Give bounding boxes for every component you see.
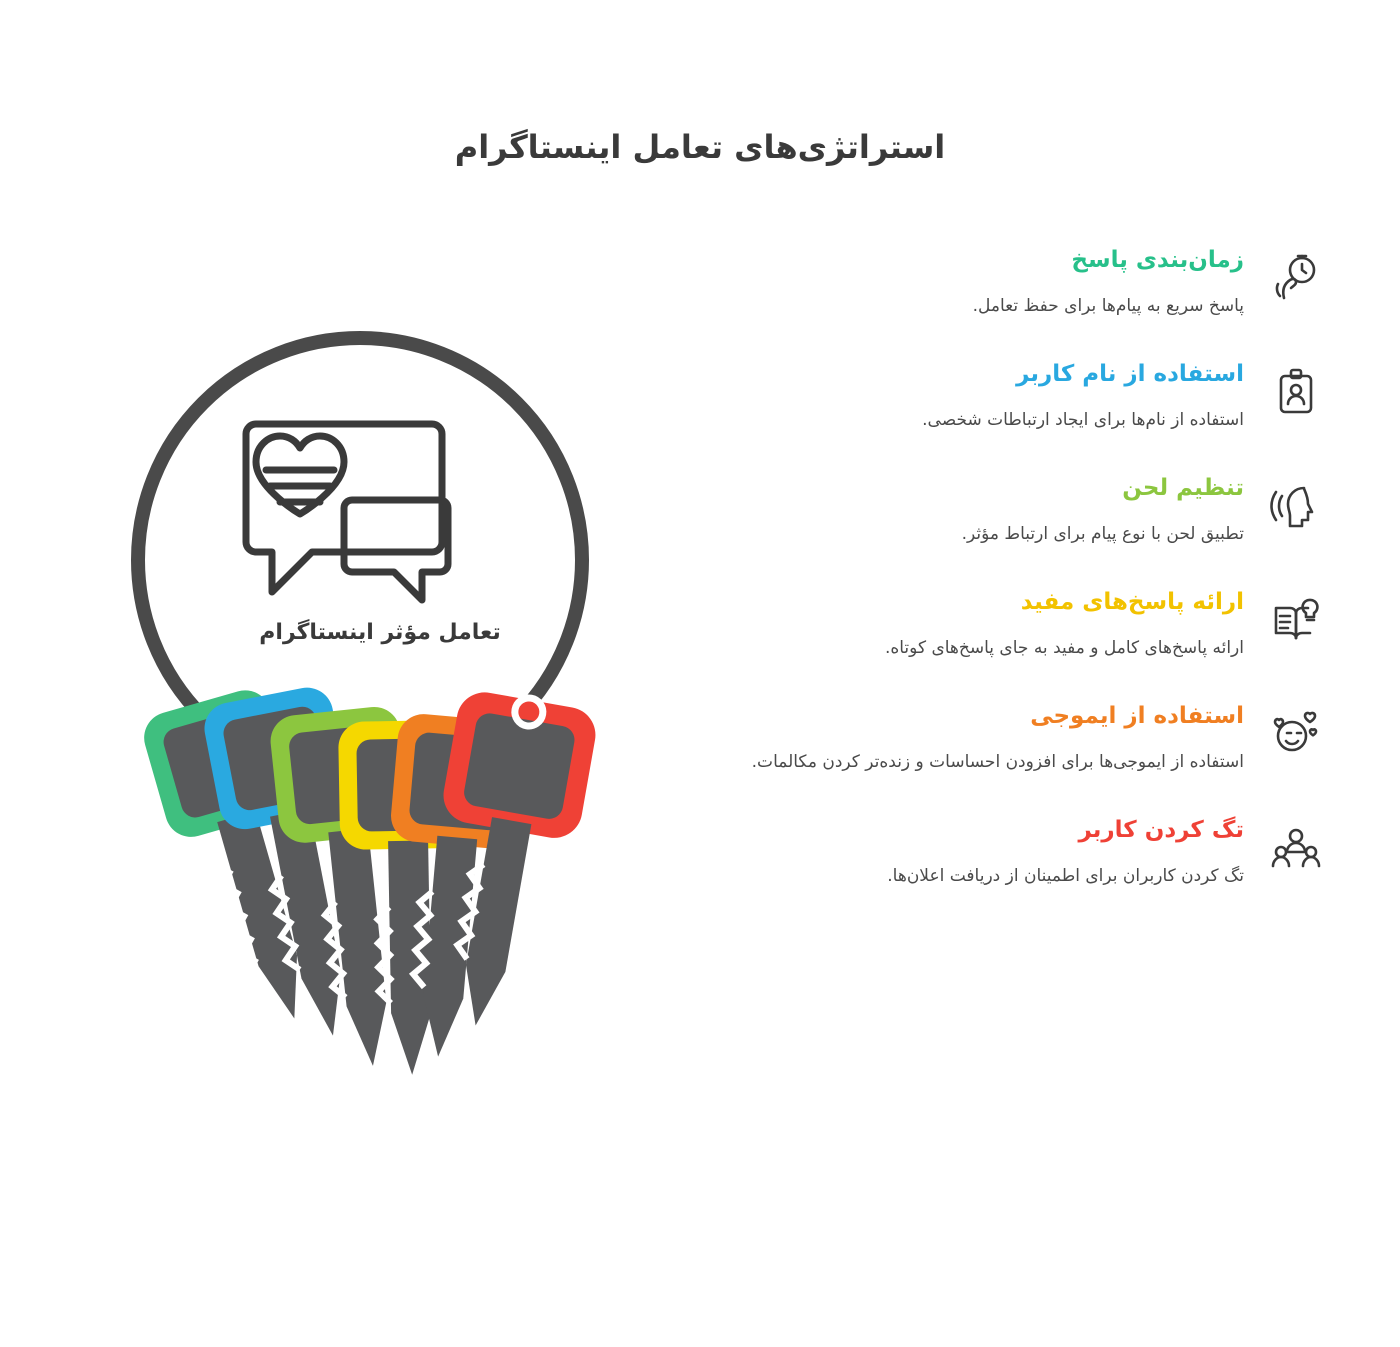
item-title: تگ کردن کاربر xyxy=(1078,817,1244,843)
list-item xyxy=(720,246,1340,326)
smiley-hearts-icon xyxy=(1266,704,1326,764)
keyring-illustration xyxy=(60,290,700,1190)
item-description: ارائه پاسخ‌های کامل و مفید به جای پاسخ‌های کوتاه. xyxy=(884,637,1244,658)
item-title: ارائه پاسخ‌های مفید xyxy=(1020,589,1244,615)
tag-people-icon xyxy=(1266,818,1326,878)
list-item xyxy=(720,474,1340,554)
list-item xyxy=(720,816,1340,896)
item-title: تنظیم لحن xyxy=(1122,475,1244,501)
book-lightbulb-icon xyxy=(1266,590,1326,650)
illustration-caption: تعامل مؤثر اینستاگرام xyxy=(259,620,501,645)
stopwatch-hand-icon xyxy=(1266,248,1326,308)
page-title: استراتژی‌های تعامل اینستاگرام xyxy=(454,128,946,166)
list-item xyxy=(720,588,1340,668)
item-title: استفاده از ایموجی xyxy=(1030,703,1244,729)
id-badge-icon xyxy=(1266,362,1326,422)
item-title: استفاده از نام کاربر xyxy=(1016,361,1244,387)
item-description: تطبیق لحن با نوع پیام برای ارتباط مؤثر. xyxy=(961,523,1244,544)
list-item xyxy=(720,702,1340,782)
item-title: زمان‌بندی پاسخ xyxy=(1071,247,1244,273)
item-description: استفاده از ایموجی‌ها برای افزودن احساسات و زنده‌تر کردن مکالمات. xyxy=(751,751,1244,772)
speaking-head-icon xyxy=(1266,476,1326,536)
item-description: پاسخ سریع به پیام‌ها برای حفظ تعامل. xyxy=(972,295,1244,316)
strategy-list xyxy=(720,240,1340,930)
list-item xyxy=(720,360,1340,440)
item-description: تگ کردن کاربران برای اطمینان از دریافت اعلان‌ها. xyxy=(887,865,1244,886)
item-description: استفاده از نام‌ها برای ایجاد ارتباطات شخصی. xyxy=(922,409,1244,430)
